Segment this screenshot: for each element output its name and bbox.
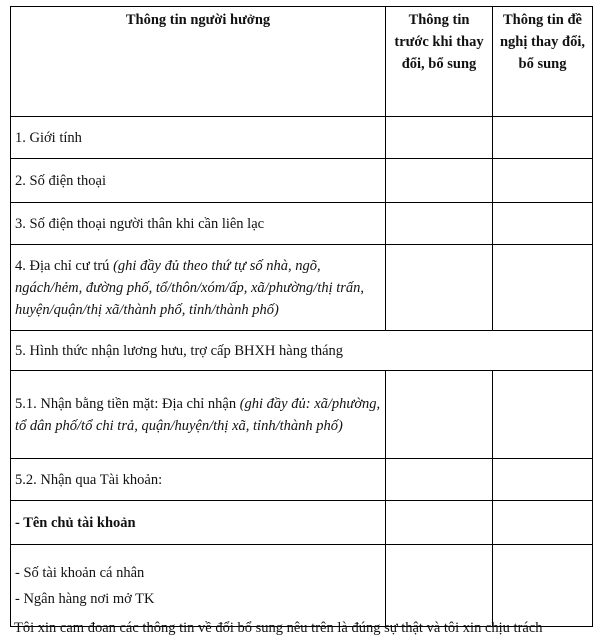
row-payment-method — [11, 331, 593, 371]
label-relative-phone: 3. Số điện thoại người thân khi cần liên lạc — [11, 203, 386, 245]
cell-address-before[interactable] — [386, 245, 493, 331]
row-cash — [11, 371, 593, 459]
cell-address-proposed[interactable] — [493, 245, 593, 331]
label-account-number: - Số tài khoản cá nhân — [15, 564, 145, 581]
beneficiary-info-table — [10, 6, 593, 627]
label-phone: 2. Số điện thoại — [11, 159, 386, 203]
header-beneficiary-info: Thông tin người hưởng — [11, 7, 386, 117]
cell-gender-before[interactable] — [386, 117, 493, 159]
header-before-change: Thông tin trước khi thay đổi, bổ sung — [386, 7, 493, 117]
cell-account-number-before[interactable] — [386, 545, 493, 627]
label-bank: - Ngân hàng nơi mở TK — [15, 590, 155, 607]
cash-label: 5.1. Nhận bằng tiền mặt: Địa chỉ nhận — [15, 395, 237, 412]
cell-cash-proposed[interactable] — [493, 371, 593, 459]
label-gender: 1. Giới tính — [11, 117, 386, 159]
row-account-holder — [11, 501, 593, 545]
address-label: 4. Địa chỉ cư trú — [15, 257, 110, 274]
row-account-number-bank — [11, 545, 593, 627]
cell-account-before[interactable] — [386, 459, 493, 501]
label-account-holder: - Tên chủ tài khoản — [11, 501, 386, 545]
table-header-row — [11, 7, 593, 117]
row-address — [11, 245, 593, 331]
label-address — [11, 245, 386, 331]
row-relative-phone — [11, 203, 593, 245]
cell-relative-phone-proposed[interactable] — [493, 203, 593, 245]
header-proposed-change: Thông tin đề nghị thay đổi, bổ sung — [493, 7, 593, 117]
cell-account-holder-before[interactable] — [386, 501, 493, 545]
label-payment-method: 5. Hình thức nhận lương hưu, trợ cấp BHXH hàng tháng — [11, 331, 593, 371]
cell-account-holder-proposed[interactable] — [493, 501, 593, 545]
cell-account-proposed[interactable] — [493, 459, 593, 501]
cell-relative-phone-before[interactable] — [386, 203, 493, 245]
label-account: 5.2. Nhận qua Tài khoản: — [11, 459, 386, 501]
cell-account-number-proposed[interactable] — [493, 545, 593, 627]
cell-phone-before[interactable] — [386, 159, 493, 203]
row-phone — [11, 159, 593, 203]
cell-cash-before[interactable] — [386, 371, 493, 459]
label-account-number-bank — [11, 545, 386, 627]
row-gender — [11, 117, 593, 159]
cell-phone-proposed[interactable] — [493, 159, 593, 203]
label-cash — [11, 371, 386, 459]
address-note: (ghi đầy đủ theo thứ tự số nhà, ngõ, ngách/hẻm, đường phố, tổ/thôn/xóm/ấp, xã/phường/thị trấn, huyện/quận/thị xã/thành phố, tỉnh/thành phố) — [15, 257, 365, 318]
cash-note: (ghi đầy đủ: xã/phường, tổ dân phố/tổ chi trả, quận/huyện/thị xã, tỉnh/thành phố) — [15, 395, 381, 434]
commitment-statement: Tôi xin cam đoan các thông tin về đổi bổ sung nêu trên là đúng sự thật và tôi xin chịu trách — [14, 620, 543, 636]
cell-gender-proposed[interactable] — [493, 117, 593, 159]
row-account — [11, 459, 593, 501]
